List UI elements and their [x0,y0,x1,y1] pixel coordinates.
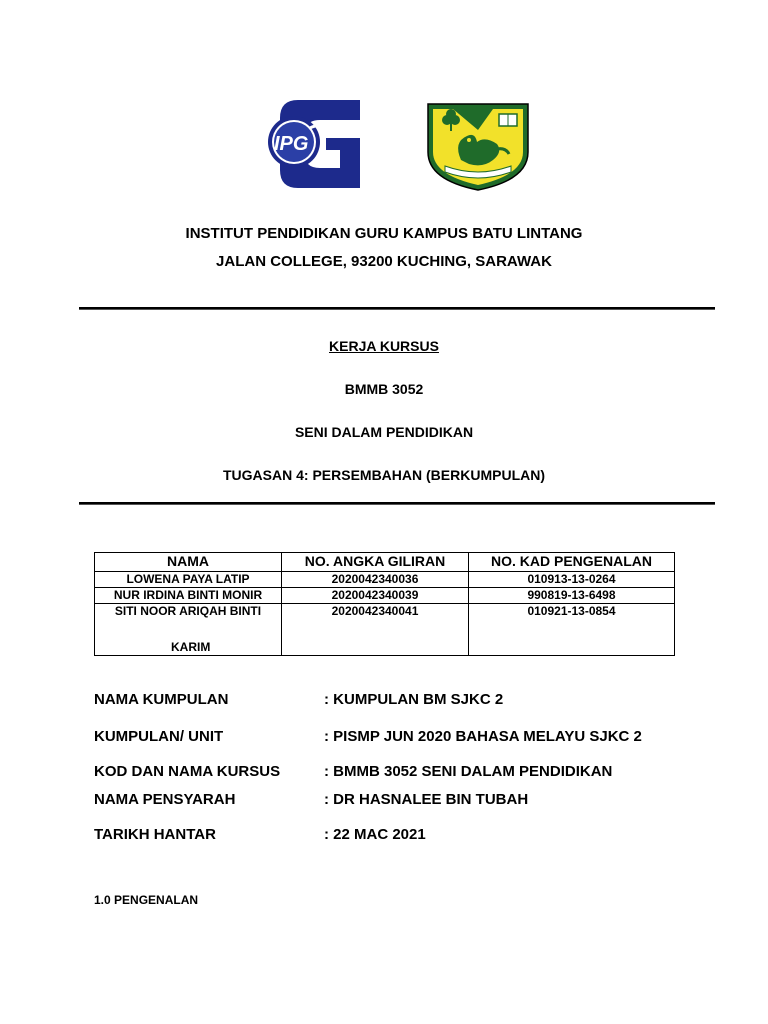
table-row [95,588,675,604]
table-row [95,604,675,656]
divider [79,307,715,310]
member-name-cell [95,604,282,656]
institute-name: INSTITUT PENDIDIKAN GURU KAMPUS BATU LINTANG [185,225,583,242]
column-header-nama: NAMA [95,553,282,572]
value-nama-kumpulan: : KUMPULAN BM SJKC 2 [324,691,504,708]
label-kod-nama-kursus: KOD DAN NAMA KURSUS [94,763,281,780]
task-title: TUGASAN 4: PERSEMBAHAN (BERKUMPULAN) [223,467,545,483]
label-nama-kumpulan: NAMA KUMPULAN [94,691,229,708]
label-nama-pensyarah: NAMA PENSYARAH [94,791,236,808]
member-name: NUR IRDINA BINTI MONIR [95,588,282,604]
batu-lintang-crest [423,100,533,192]
course-title: SENI DALAM PENDIDIKAN [294,424,474,440]
column-header-angka-giliran: NO. ANGKA GILIRAN [282,553,469,572]
member-ic: 990819-13-6498 [469,588,675,604]
divider [79,502,715,505]
ipg-logo-text: IPG [274,133,309,155]
value-nama-pensyarah: : DR HASNALEE BIN TUBAH [324,791,529,808]
column-header-kad-pengenalan: NO. KAD PENGENALAN [469,553,675,572]
value-kumpulan-unit: : PISMP JUN 2020 BAHASA MELAYU SJKC 2 [324,728,642,745]
member-name: LOWENA PAYA LATIP [95,572,282,588]
member-angka-giliran: 2020042340036 [282,572,469,588]
member-ic: 010921-13-0854 [469,604,675,656]
member-angka-giliran: 2020042340039 [282,588,469,604]
ipg-logo [260,100,360,188]
members-table [94,552,675,656]
member-name: SITI NOOR ARIQAH BINTI [114,604,262,618]
value-kod-nama-kursus: : BMMB 3052 SENI DALAM PENDIDIKAN [324,763,613,780]
section-heading: 1.0 PENGENALAN [94,893,199,907]
institute-address: JALAN COLLEGE, 93200 KUCHING, SARAWAK [216,253,552,270]
table-row [95,572,675,588]
member-angka-giliran: 2020042340041 [282,604,469,656]
label-kumpulan-unit: KUMPULAN/ UNIT [94,728,224,745]
member-name-continued: KARIM [171,640,211,654]
value-tarikh-hantar: : 22 MAC 2021 [324,826,426,843]
table-header-row [95,553,675,572]
member-ic: 010913-13-0264 [469,572,675,588]
course-code: BMMB 3052 [344,381,424,397]
label-tarikh-hantar: TARIKH HANTAR [94,826,216,843]
coursework-title: KERJA KURSUS [329,338,439,354]
